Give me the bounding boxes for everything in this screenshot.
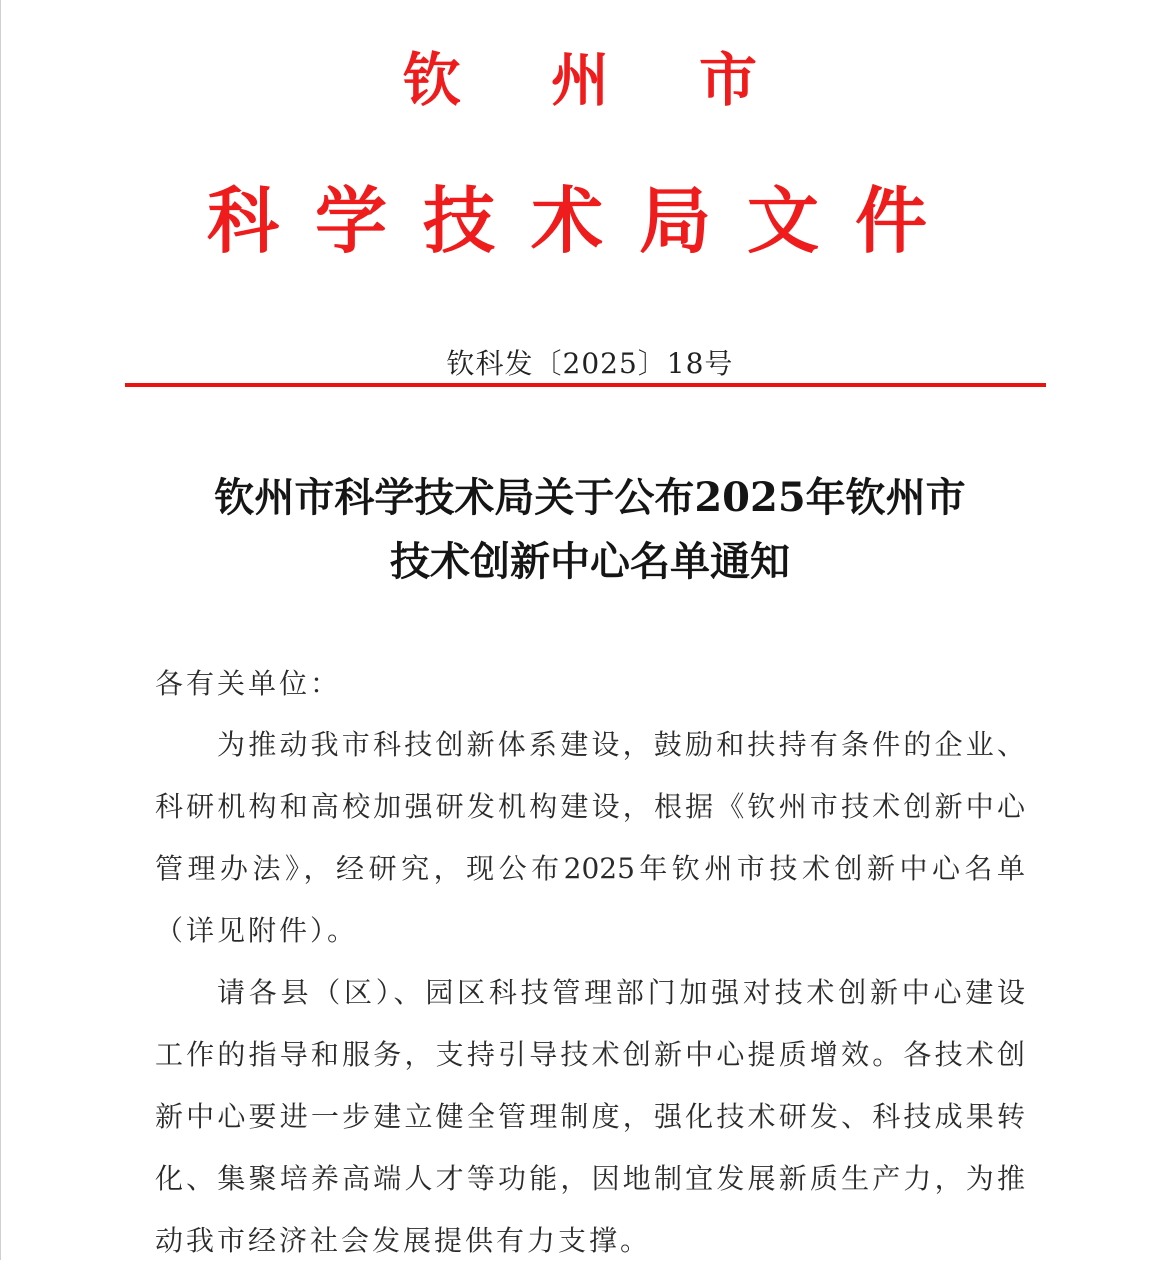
letterhead-char: 州 bbox=[550, 46, 609, 114]
body-paragraph-1 bbox=[155, 714, 1025, 962]
paragraph-line: 化、集聚培养高端人才等功能，因地制宜发展新质生产力，为推 bbox=[155, 1162, 1025, 1195]
paragraph-line: 请各县（区）、园区科技管理部门加强对技术创新中心建设 bbox=[217, 976, 1025, 1009]
letterhead-issuer bbox=[0, 40, 1160, 120]
paragraph-line: 动我市经济社会发展提供有力支撑。 bbox=[155, 1224, 652, 1257]
title-line: 技术创新中心名单通知 bbox=[390, 538, 790, 585]
paragraph-line: 科研机构和高校加强研发机构建设，根据《钦州市技术创新中心 bbox=[155, 790, 1025, 823]
red-separator-line bbox=[125, 383, 1046, 387]
document-title bbox=[0, 466, 1160, 594]
letterhead-char: 钦 bbox=[402, 46, 461, 114]
paragraph-line: 新中心要进一步建立健全管理制度，强化技术研发、科技成果转 bbox=[155, 1100, 1025, 1133]
letterhead-char: 市 bbox=[698, 46, 757, 114]
body-paragraph-2 bbox=[155, 962, 1025, 1272]
paragraph-line: 工作的指导和服务，支持引导技术创新中心提质增效。各技术创 bbox=[155, 1038, 1025, 1071]
title-line: 钦州市科学技术局关于公布2025年钦州市 bbox=[214, 474, 966, 521]
document-number: 钦科发〔2025〕18号 bbox=[446, 347, 734, 380]
paragraph-line: 管理办法》，经研究，现公布2025年钦州市技术创新中心名单 bbox=[155, 852, 1025, 885]
paragraph-line: 为推动我市科技创新体系建设，鼓励和扶持有条件的企业、 bbox=[217, 728, 1025, 761]
paragraph-line: （详见附件）。 bbox=[155, 914, 359, 947]
salutation: 各有关单位： bbox=[155, 667, 342, 700]
letterhead-title: 科学技术局文件 bbox=[206, 178, 963, 263]
